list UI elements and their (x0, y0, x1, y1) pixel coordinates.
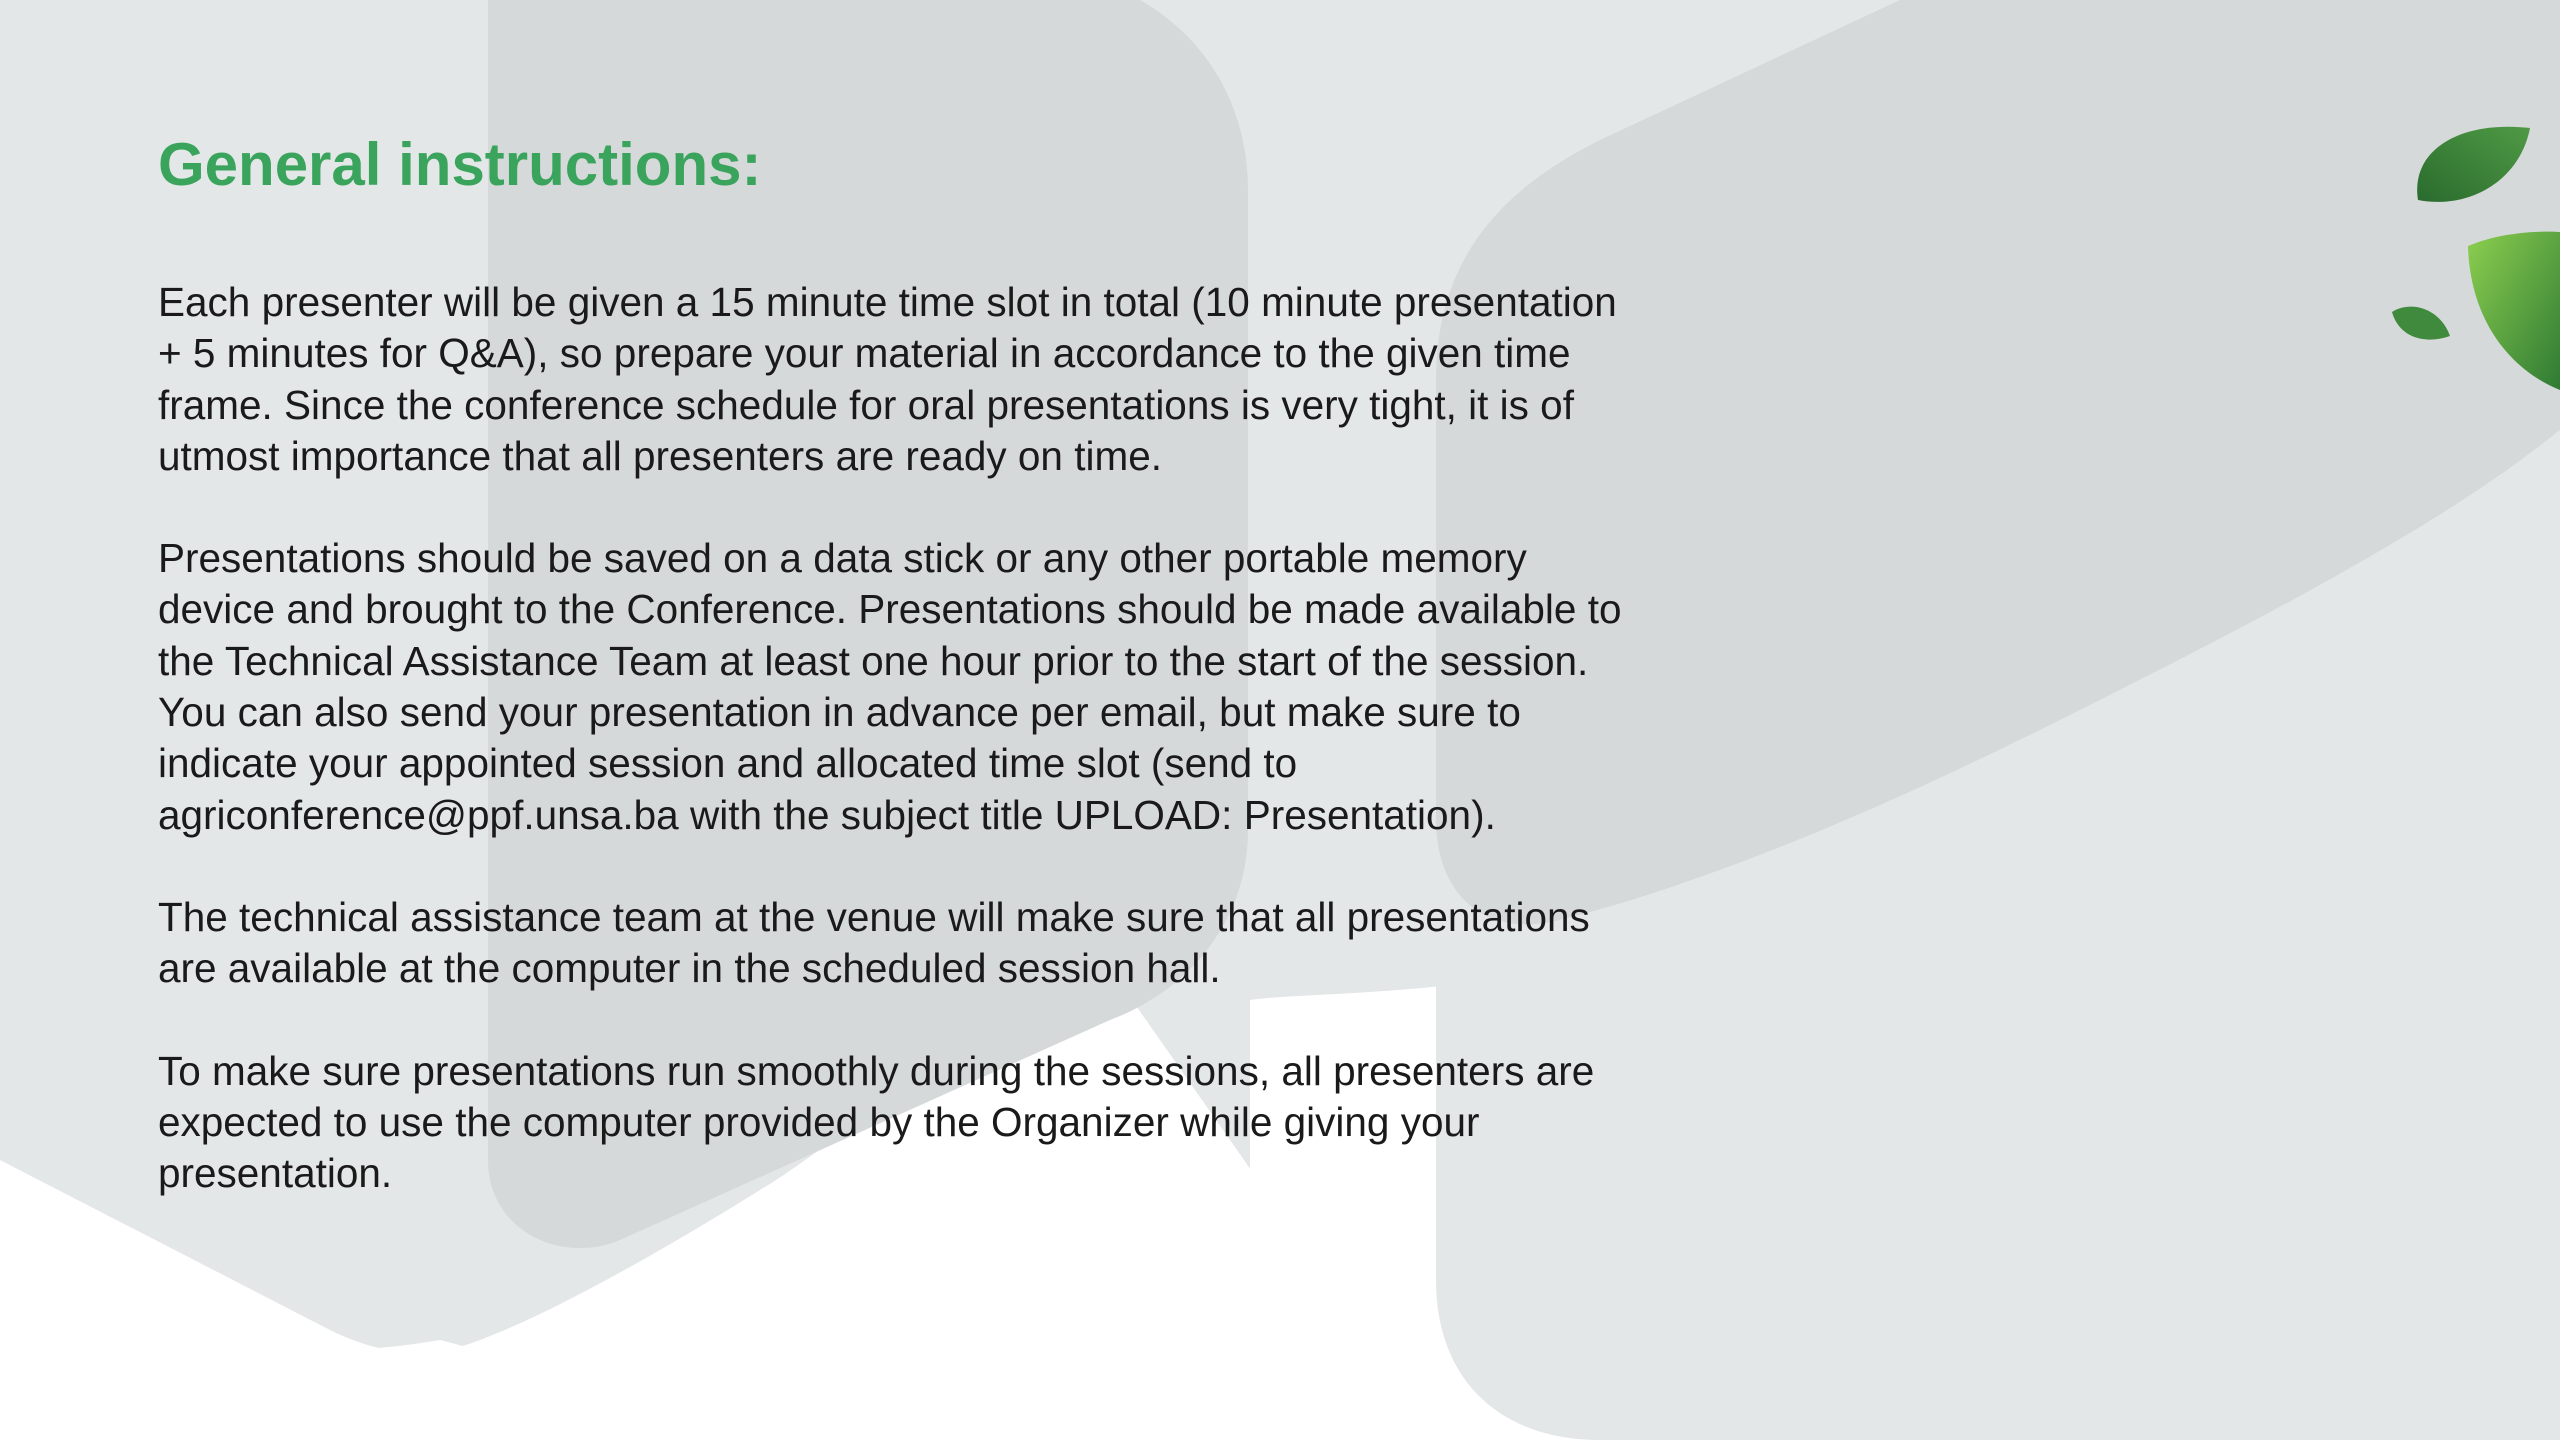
text-line: are available at the computer in the scheduled session hall. (158, 945, 1221, 992)
text-line: expected to use the computer provided by the Organizer while giving your (158, 1098, 1480, 1145)
text-line: You can also send your presentation in advance per email, but make sure to (158, 689, 1521, 736)
text-line: presentation. (158, 1150, 393, 1197)
text-line: Each presenter will be given a 15 minute time slot in total (10 minute presentation (158, 279, 1617, 325)
text-line: indicate your appointed session and allocated time slot (send to (158, 740, 1298, 787)
instruction-paragraph-time-slot (158, 277, 1698, 482)
instruction-paragraph-technical-team (158, 892, 1698, 995)
text-line: + 5 minutes for Q&A), so prepare your material in accordance to the given time (158, 330, 1571, 377)
instruction-paragraph-upload (158, 533, 1698, 841)
text-line: The technical assistance team at the venue will make sure that all presentations (158, 893, 1590, 940)
text-line: To make sure presentations run smoothly during the sessions, all presenters are (158, 1047, 1595, 1094)
slide-content (158, 125, 1718, 1250)
page-title: General instructions: (158, 131, 762, 198)
instruction-paragraph-computer (158, 1046, 1698, 1200)
text-line: utmost importance that all presenters are ready on time. (158, 432, 1162, 479)
text-line: Presentations should be saved on a data stick or any other portable memory (158, 535, 1527, 582)
text-line: device and brought to the Conference. Presentations should be made available to (158, 586, 1622, 633)
text-line: frame. Since the conference schedule for oral presentations is very tight, it is of (158, 381, 1574, 428)
text-line: the Technical Assistance Team at least one hour prior to the start of the session. (158, 637, 1589, 684)
text-line: agriconference@ppf.unsa.ba with the subject title UPLOAD: Presentation). (158, 791, 1496, 838)
